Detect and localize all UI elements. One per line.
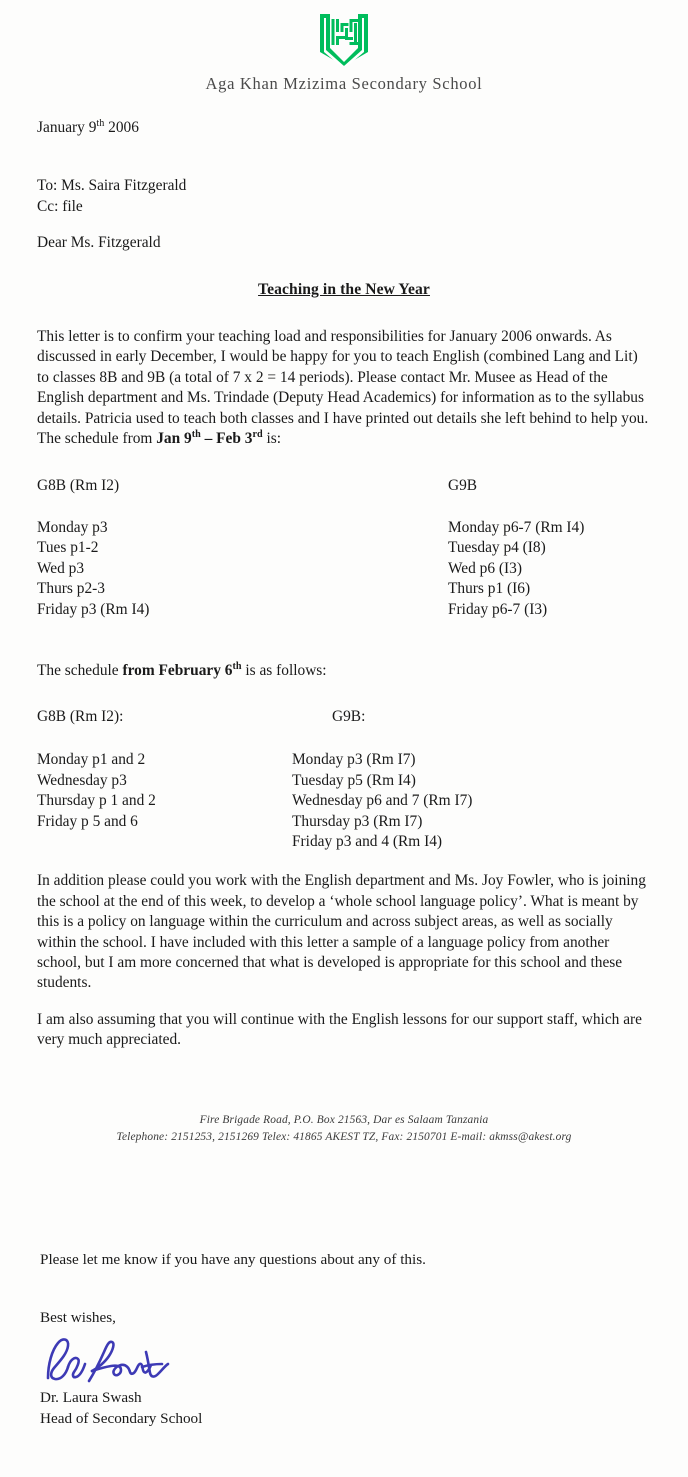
schedule-line: Thursday p 1 and 2 [37, 792, 156, 810]
para1-date-from-suffix: th [191, 428, 201, 440]
schedule-line: Friday p3 and 4 (Rm I4) [292, 833, 443, 850]
schedule-jan-g9b-list [448, 518, 584, 620]
feb-intro-tail: is as follows: [241, 661, 327, 679]
para1-date-to: Feb 3 [216, 430, 253, 448]
footer-address-line-1: Fire Brigade Road, P.O. Box 21563, Dar es Salaam Tanzania [199, 1114, 489, 1126]
schedule-line: Monday p1 and 2 [37, 751, 146, 769]
feb-intro-text: The schedule [37, 661, 123, 679]
schedule-jan-g9b-heading: G9B [448, 476, 478, 494]
schedule-line: Thurs p1 (I6) [448, 580, 531, 598]
date-line [37, 118, 651, 138]
valediction: Best wishes, [40, 1309, 116, 1327]
school-name: Aga Khan Mzizima Secondary School [205, 74, 483, 93]
date-ordinal-suffix: th [96, 117, 105, 129]
schedule-line: Wednesday p3 [37, 771, 127, 789]
feb-intro-date: from February 6 [122, 661, 233, 679]
schedule-line: Thurs p2-3 [37, 580, 105, 598]
aga-khan-education-services-logo-icon [0, 12, 688, 68]
date-year: 2006 [104, 119, 139, 136]
schedule-line: Wednesday p6 and 7 (Rm I7) [292, 792, 473, 810]
schedule-feb-g8b-list [37, 750, 156, 832]
schedule-jan-g8b-list [37, 518, 149, 620]
schedule-feb-g9b-heading: G9B: [332, 708, 366, 726]
closing-block [40, 1250, 640, 1429]
schedule-line: Wed p6 (I3) [448, 559, 522, 577]
schedule-line: Friday p 5 and 6 [37, 812, 138, 830]
schedule-jan-g8b-heading: G8B (Rm I2) [37, 476, 120, 494]
schedule-line: Wed p3 [37, 559, 85, 577]
date-month-day: January 9 [37, 119, 97, 136]
schedule-feb-intro [37, 661, 651, 681]
paragraph-language-policy: In addition please could you work with the English department and Ms. Joy Fowler, who is joining the school at the end of this week, to develop a ‘whole school language policy’. What is meant by this is a policy on language within the curriculum and across subject areas, as well as socially within the school. I have included with this letter a sample of a language policy from another school, but I am more concerned that what is developed is appropriate for this school and these students. [37, 872, 646, 992]
para1-text: This letter is to confirm your teaching load and responsibilities for January 2006 onwards. As discussed in early December, I would be happy for you to teach English (combined Lang and Lit) to classes 8B and 9B (a total of 7 x 2 = 14 periods). Please contact Mr. Musee as Head of the English department and Ms. Trindade (Deputy Head Academics) for information as to the syllabus details. Patricia used to teach both classes and I have printed out details she left behind to help you. The schedule from [37, 327, 649, 448]
salutation: Dear Ms. Fitzgerald [37, 234, 161, 252]
letter-body [37, 118, 651, 1051]
paragraph-support-staff-lessons: I am also assuming that you will continue with the English lessons for our support staff, which are very much appreciated. [37, 1010, 642, 1049]
signer-name: Dr. Laura Swash [40, 1389, 142, 1407]
schedule-line: Thursday p3 (Rm I7) [292, 812, 423, 830]
subject-heading: Teaching in the New Year [258, 280, 430, 298]
para1-tail: is: [262, 430, 282, 448]
schedule-line: Tuesday p4 (I8) [448, 539, 546, 557]
closing-question: Please let me know if you have any questions about any of this. [40, 1251, 426, 1268]
footer-address-block [0, 1112, 688, 1146]
letterhead [0, 0, 688, 94]
schedule-january [37, 476, 651, 623]
paragraph-teaching-load [37, 327, 651, 450]
recipient-line: To: Ms. Saira Fitzgerald [37, 177, 187, 195]
para1-dash: – [200, 430, 217, 448]
cc-line: Cc: file [37, 197, 83, 215]
footer-contact-line: Telephone: 2151253, 2151269 Telex: 41865 AKEST TZ, Fax: 2150701 E-mail: akmss@akest.org [116, 1131, 572, 1144]
schedule-line: Tues p1-2 [37, 539, 99, 557]
para1-date-from: Jan 9 [156, 430, 192, 448]
schedule-line: Friday p6-7 (I3) [448, 600, 548, 618]
signer-title: Head of Secondary School [40, 1409, 203, 1427]
schedule-feb-g8b-heading: G8B (Rm I2): [37, 708, 124, 726]
schedule-feb-g9b-list [292, 750, 472, 852]
schedule-february [37, 707, 651, 855]
feb-intro-date-suffix: th [232, 660, 242, 672]
schedule-line: Monday p3 [37, 518, 108, 536]
signature-laura-swash-icon [42, 1334, 640, 1386]
schedule-line: Monday p6-7 (Rm I4) [448, 518, 585, 536]
para1-date-to-suffix: rd [252, 428, 263, 440]
schedule-line: Monday p3 (Rm I7) [292, 751, 416, 769]
schedule-line: Tuesday p5 (Rm I4) [292, 771, 416, 789]
schedule-line: Friday p3 (Rm I4) [37, 600, 150, 618]
